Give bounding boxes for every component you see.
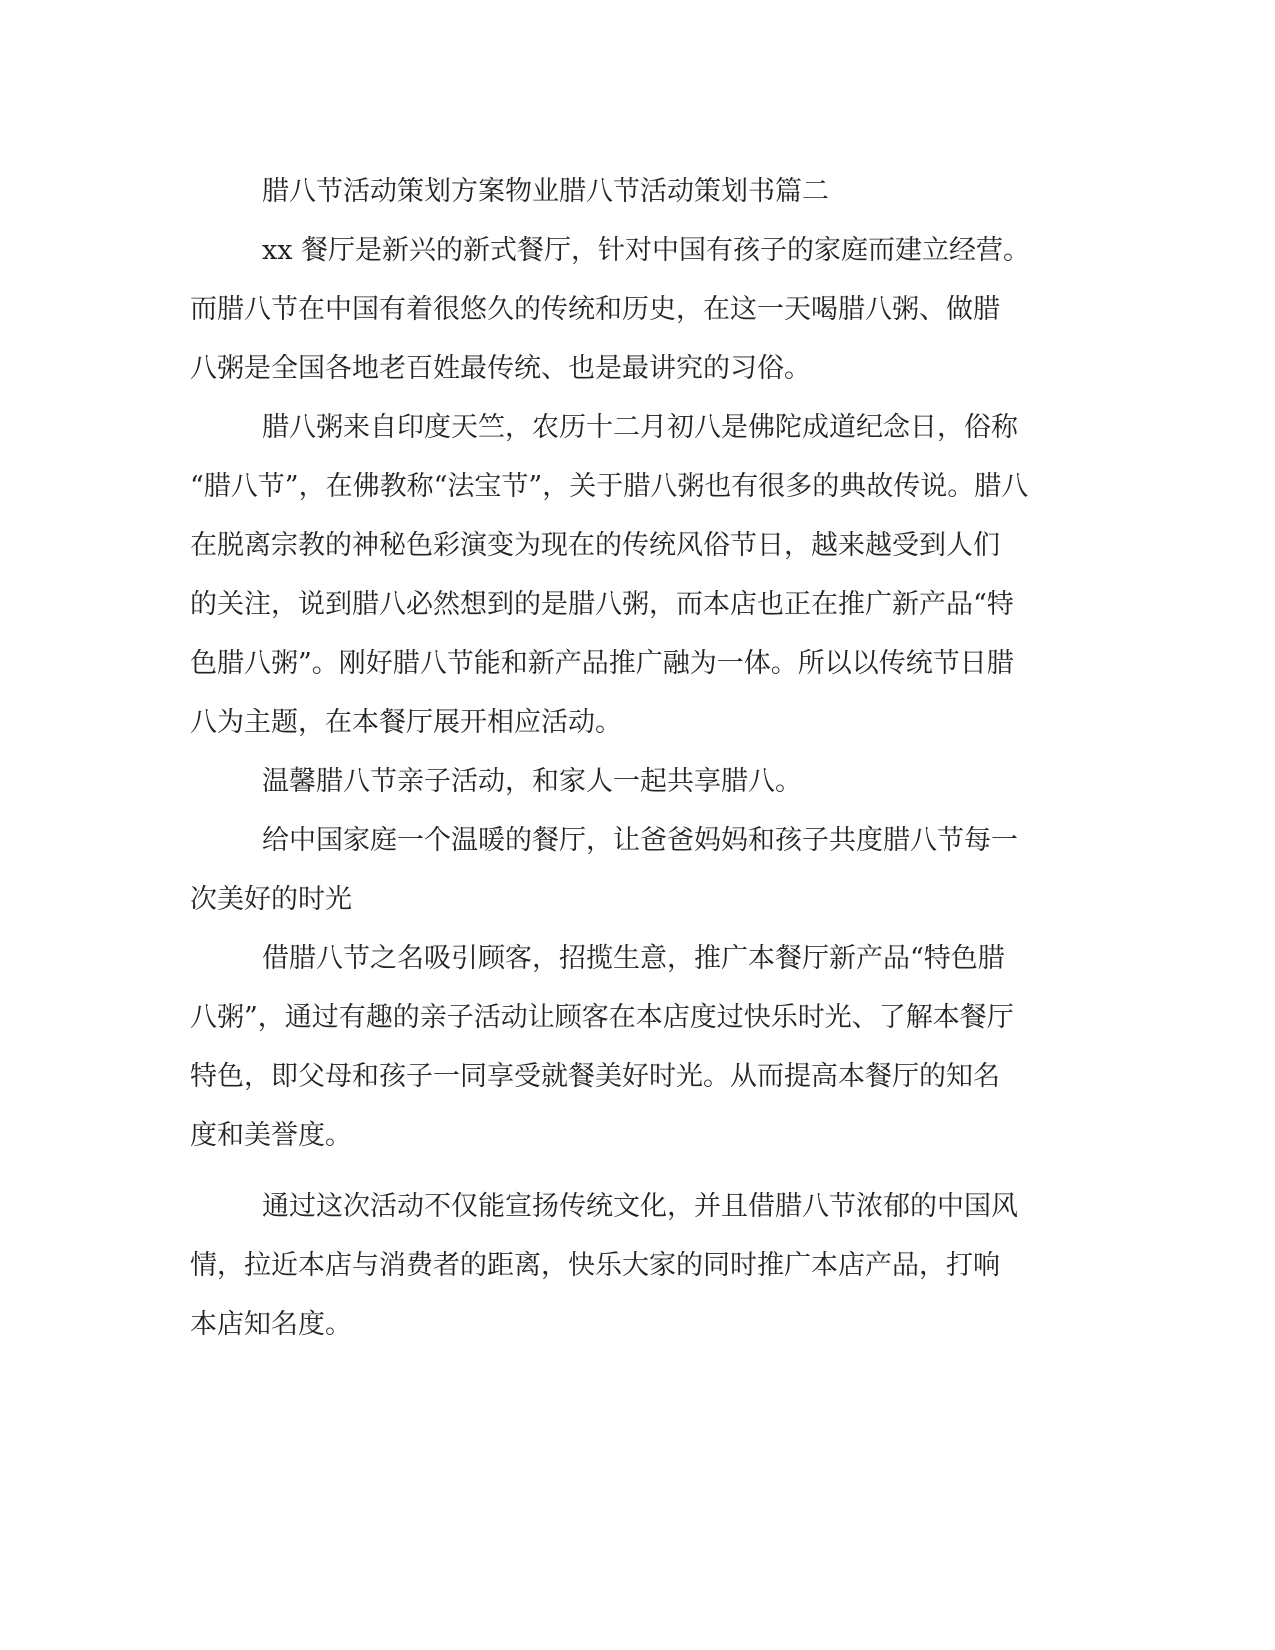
- paragraph-line: “腊八节”，在佛教称“法宝节”，关于腊八粥也有很多的典故传说。腊八: [190, 471, 1029, 502]
- paragraph-5: [190, 929, 1080, 1165]
- paragraph-line: 八为主题，在本餐厅展开相应活动。: [190, 707, 622, 738]
- paragraph-3: [190, 752, 1080, 811]
- paragraph-2: [190, 398, 1080, 752]
- paragraph-6: [190, 1177, 1080, 1354]
- paragraph-line: 温馨腊八节亲子活动，和家人一起共享腊八。: [262, 766, 802, 797]
- paragraph-line: 的关注，说到腊八必然想到的是腊八粥，而本店也正在推广新产品“特: [190, 589, 1014, 620]
- paragraph-4: [190, 811, 1080, 929]
- paragraph-line: 腊八粥来自印度天竺，农历十二月初八是佛陀成道纪念日，俗称: [262, 412, 1018, 443]
- document-title: 腊八节活动策划方案物业腊八节活动策划书篇二: [262, 176, 829, 207]
- paragraph-line: 借腊八节之名吸引顾客，招揽生意，推广本餐厅新产品“特色腊: [262, 943, 1005, 974]
- paragraph-line: xx 餐厅是新兴的新式餐厅，针对中国有孩子的家庭而建立经营。: [262, 235, 1031, 266]
- paragraph-line: 通过这次活动不仅能宣扬传统文化，并且借腊八节浓郁的中国风: [262, 1191, 1018, 1222]
- paragraph-line: 给中国家庭一个温暖的餐厅，让爸爸妈妈和孩子共度腊八节每一: [262, 825, 1018, 856]
- paragraph-line: 度和美誉度。: [190, 1120, 352, 1151]
- paragraph-line: 本店知名度。: [190, 1309, 352, 1340]
- paragraph-line: 八粥是全国各地老百姓最传统、也是最讲究的习俗。: [190, 353, 811, 384]
- paragraph-line: 而腊八节在中国有着很悠久的传统和历史，在这一天喝腊八粥、做腊: [190, 294, 1000, 325]
- paragraph-line: 情，拉近本店与消费者的距离，快乐大家的同时推广本店产品，打响: [190, 1250, 1000, 1281]
- paragraph-line: 在脱离宗教的神秘色彩演变为现在的传统风俗节日，越来越受到人们: [190, 530, 1000, 561]
- paragraph-line: 八粥”，通过有趣的亲子活动让顾客在本店度过快乐时光、了解本餐厅: [190, 1002, 1014, 1033]
- paragraph-line: 特色，即父母和孩子一同享受就餐美好时光。从而提高本餐厅的知名: [190, 1061, 1000, 1092]
- document-body: [190, 162, 1080, 1354]
- paragraph-1: [190, 221, 1080, 398]
- paragraph-line: 色腊八粥”。刚好腊八节能和新产品推广融为一体。所以以传统节日腊: [190, 648, 1014, 679]
- paragraph-line: 次美好的时光: [190, 884, 352, 915]
